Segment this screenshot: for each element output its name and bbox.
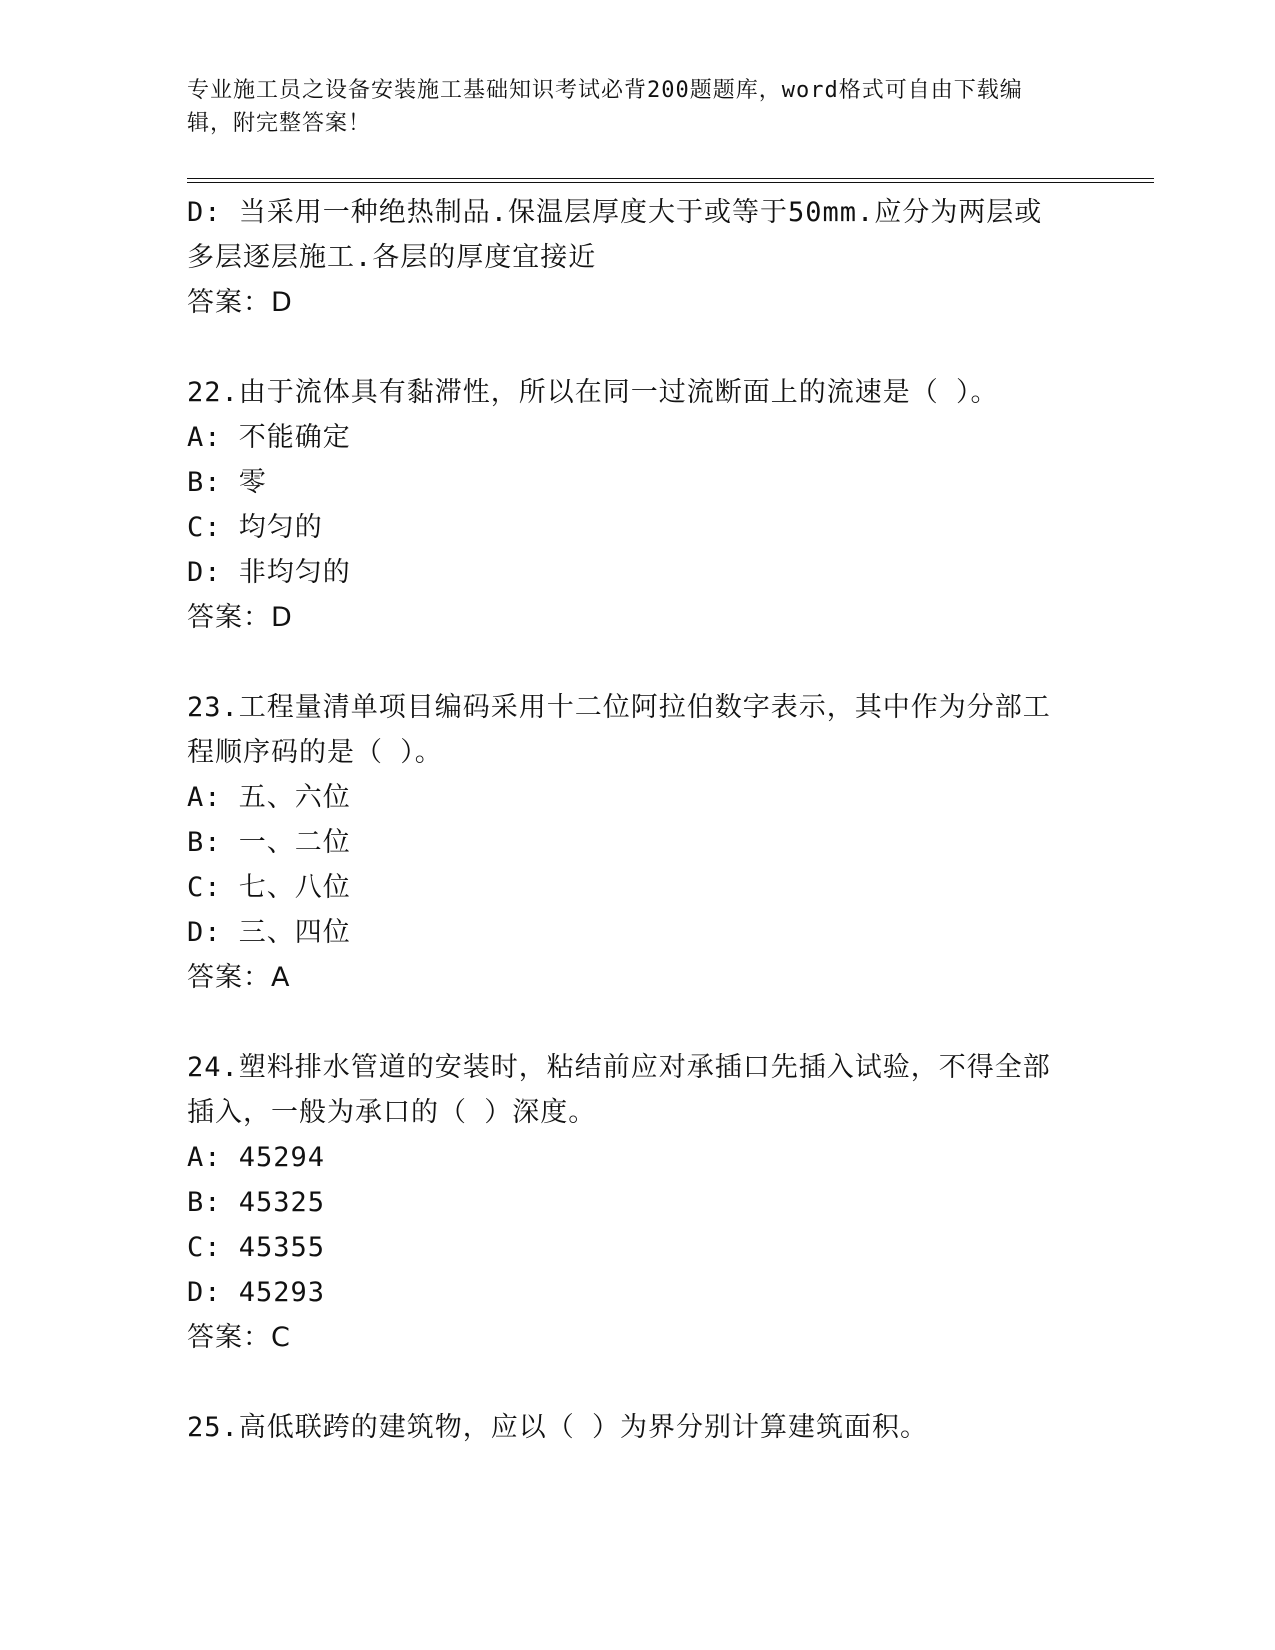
question-25-text: 25.高低联跨的建筑物，应以（ ）为界分别计算建筑面积。 <box>187 1412 929 1443</box>
question-23-option-a <box>187 775 1087 820</box>
option-label: D: <box>187 1277 222 1308</box>
option-text: 五、六位 <box>238 782 351 813</box>
option-label: B: <box>187 827 222 858</box>
question-24-option-b <box>187 1180 1087 1225</box>
question-24-text: 24.塑料排水管道的安装时，粘结前应对承插口先插入试验，不得全部插入，一般为承口的（ ）深度。 <box>187 1052 1051 1128</box>
question-24-option-c <box>187 1225 1087 1270</box>
option-label: D: <box>187 197 222 228</box>
question-23-answer: 答案：A <box>187 962 291 993</box>
document-body <box>187 190 1087 1450</box>
option-text: 45325 <box>238 1187 326 1218</box>
option-text: 零 <box>238 467 267 498</box>
option-text: 45294 <box>238 1142 326 1173</box>
question-22-text: 22.由于流体具有黏滞性，所以在同一过流断面上的流速是（ ）。 <box>187 377 999 408</box>
question-22-option-b <box>187 460 1087 505</box>
question-24-option-a <box>187 1135 1087 1180</box>
option-label: A: <box>187 1142 222 1173</box>
question-23-option-b <box>187 820 1087 865</box>
option-label: C: <box>187 1232 222 1263</box>
option-text: 非均匀的 <box>238 557 351 588</box>
question-22-answer: 答案：D <box>187 602 293 633</box>
question-22-option-c <box>187 505 1087 550</box>
option-text: 一、二位 <box>238 827 351 858</box>
header-divider-top <box>187 178 1154 179</box>
option-text: 当采用一种绝热制品.保温层厚度大于或等于50mm.应分为两层或多层逐层施工.各层的厚度宜接近 <box>187 197 1043 273</box>
question-23-text: 23.工程量清单项目编码采用十二位阿拉伯数字表示，其中作为分部工程顺序码的是（ ）。 <box>187 692 1051 768</box>
question-23-option-c <box>187 865 1087 910</box>
option-text: 不能确定 <box>238 422 351 453</box>
carryover-answer: 答案：D <box>187 287 293 318</box>
option-label: B: <box>187 1187 222 1218</box>
option-label: D: <box>187 917 222 948</box>
question-24-answer: 答案：C <box>187 1322 291 1353</box>
option-label: B: <box>187 467 222 498</box>
option-text: 45355 <box>238 1232 326 1263</box>
option-label: A: <box>187 422 222 453</box>
option-label: D: <box>187 557 222 588</box>
option-label: C: <box>187 872 222 903</box>
question-22-option-a <box>187 415 1087 460</box>
page-header: 专业施工员之设备安装施工基础知识考试必背200题题库，word格式可自由下载编辑，附完整答案！ <box>187 78 1023 136</box>
option-text: 均匀的 <box>238 512 323 543</box>
carryover-option-d <box>187 190 1067 280</box>
option-label: A: <box>187 782 222 813</box>
question-23-option-d <box>187 910 1087 955</box>
header-divider-bottom <box>187 182 1154 183</box>
question-24-option-d <box>187 1270 1087 1315</box>
option-text: 三、四位 <box>238 917 351 948</box>
option-text: 45293 <box>238 1277 326 1308</box>
option-text: 七、八位 <box>238 872 351 903</box>
option-label: C: <box>187 512 222 543</box>
question-22-option-d <box>187 550 1087 595</box>
